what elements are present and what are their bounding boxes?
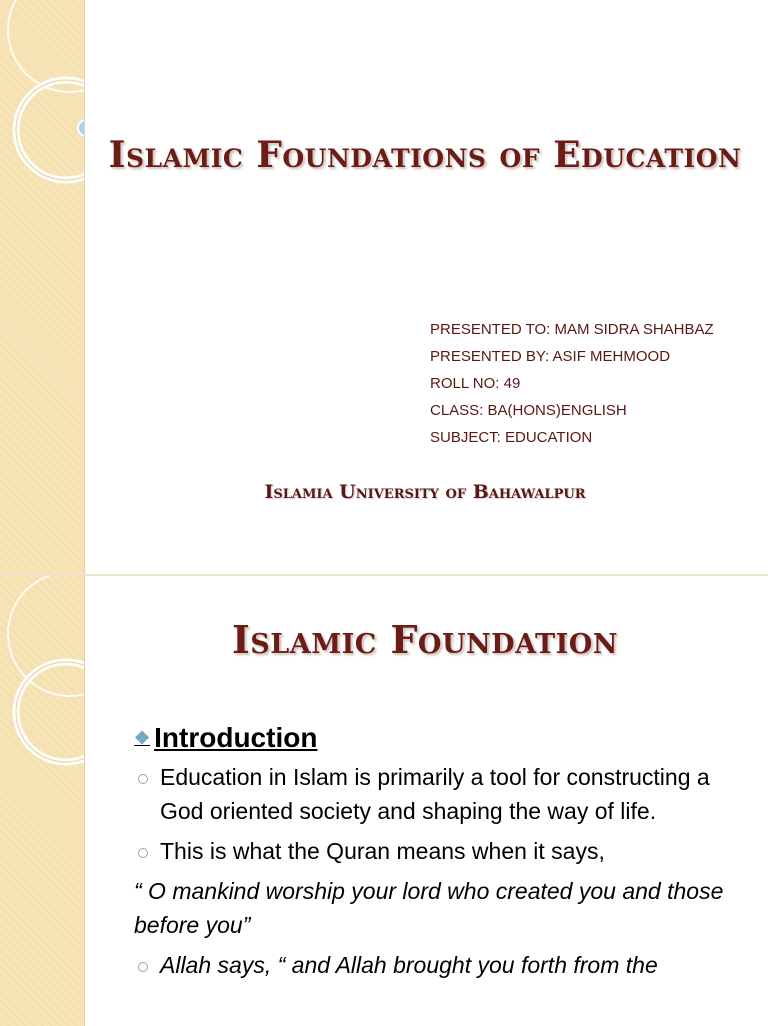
ring-bullet-icon [138, 962, 148, 972]
bullet-item [134, 948, 744, 982]
slide-content [134, 722, 744, 988]
presented-to: PRESENTED TO: MAM SIDRA SHAHBAZ [430, 321, 714, 338]
ring-bullet-icon [138, 774, 148, 784]
intro-heading-text: Introduction [154, 722, 318, 753]
slide-title: Islamic Foundations of Education [108, 134, 742, 176]
bullet-item [134, 760, 744, 828]
slide-title: Islamic Foundation [232, 617, 618, 662]
ring-bullet-icon [138, 848, 148, 858]
bullet-text: This is what the Quran means when it says, [160, 838, 605, 864]
university-name: Islamia University of Bahawalpur [264, 481, 586, 503]
presenter-info [430, 316, 714, 451]
presented-by: PRESENTED BY: ASIF MEHMOOD [430, 348, 671, 365]
decorative-circles-icon [0, 0, 84, 574]
quran-quote: “ O mankind worship your lord who created you and those before you” [134, 878, 724, 938]
intro-heading [134, 722, 744, 754]
class-info: CLASS: BA(HONS)ENGLISH [430, 402, 627, 419]
bullet-text: Education in Islam is primarily a tool for constructing a God oriented society and shaping the way of life. [160, 764, 710, 824]
decorative-circles-icon [0, 576, 84, 1026]
decorative-stripe [0, 0, 85, 574]
slide-2 [0, 576, 768, 1026]
diamond-bullet-icon: ❖ [134, 727, 151, 748]
subject-info: SUBJECT: EDUCATION [430, 429, 593, 446]
decorative-stripe [0, 576, 85, 1026]
bullet-item [134, 834, 744, 868]
bullet-text: Allah says, “ and Allah brought you forth from the [160, 952, 658, 978]
roll-no: ROLL NO: 49 [430, 375, 521, 392]
